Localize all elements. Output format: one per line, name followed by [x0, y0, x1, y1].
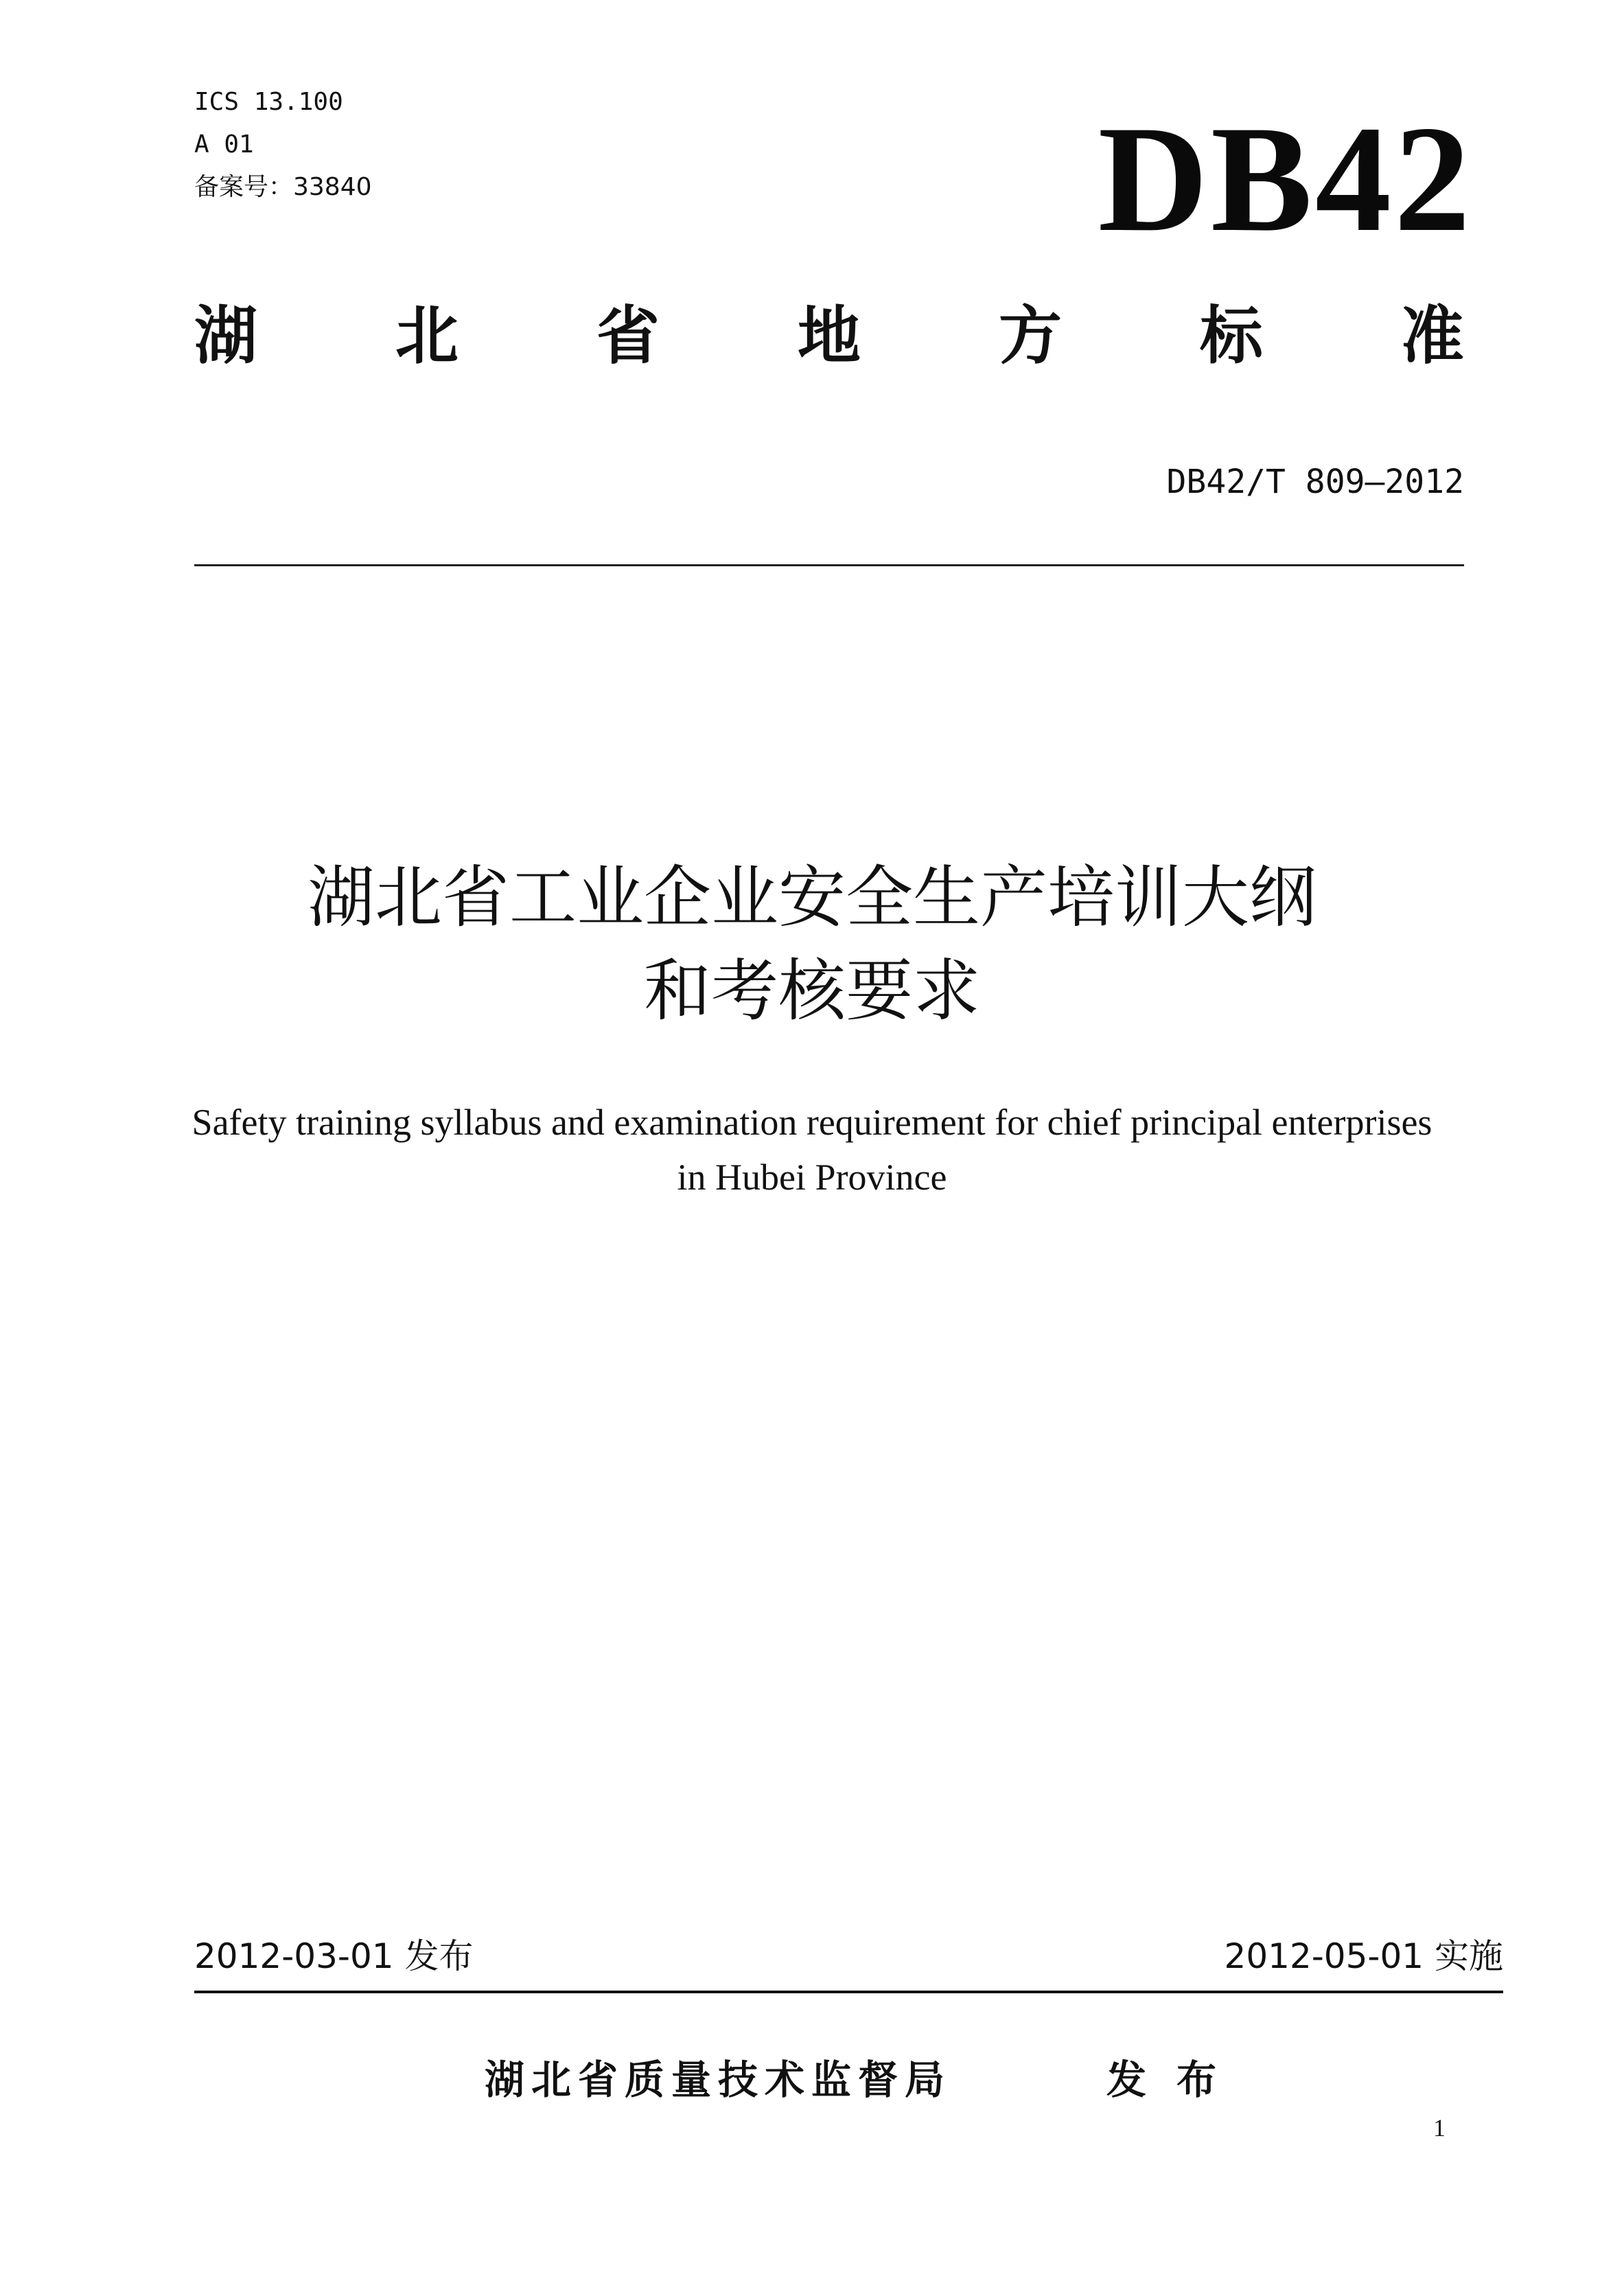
top-divider: [194, 564, 1464, 566]
chinese-title: [0, 851, 1624, 1038]
standard-type-char: 湖: [194, 299, 258, 373]
publish-label: 发布: [1106, 2056, 1247, 2103]
english-title-line-2: in Hubei Province: [677, 1157, 947, 1198]
english-title-line-1: Safety training syllabus and examination requirement for chief principal enterprises: [192, 1102, 1432, 1143]
chinese-title-line-1: 湖北省工业企业安全生产培训大纲: [307, 859, 1316, 937]
standard-type-char: 标: [1199, 299, 1263, 373]
standard-number: DB42/T 809—2012: [1166, 463, 1464, 501]
english-title: [0, 1095, 1624, 1205]
issue-date: 2012-03-01 发布: [194, 1936, 474, 1976]
standard-type-char: 地: [797, 299, 861, 373]
chinese-title-line-2: 和考核要求: [643, 952, 980, 1030]
db42-logo: DB42: [1098, 95, 1473, 264]
standard-type-heading: [194, 299, 1464, 374]
standard-type-char: 北: [395, 299, 459, 373]
ics-code: ICS 13.100: [194, 88, 343, 116]
ccs-code: A 01: [194, 130, 254, 159]
publisher-name: 湖北省质量技术监督局: [485, 2056, 952, 2103]
bottom-divider: [194, 1991, 1503, 1993]
standard-type-char: 省: [596, 299, 660, 373]
classification-codes: [194, 81, 372, 209]
record-number: 备案号：33840: [194, 173, 372, 201]
page-number: 1: [1433, 2114, 1446, 2142]
standard-type-char: 方: [998, 299, 1062, 373]
standard-type-char: 准: [1400, 299, 1464, 373]
effective-date: 2012-05-01 实施: [1224, 1936, 1503, 1976]
